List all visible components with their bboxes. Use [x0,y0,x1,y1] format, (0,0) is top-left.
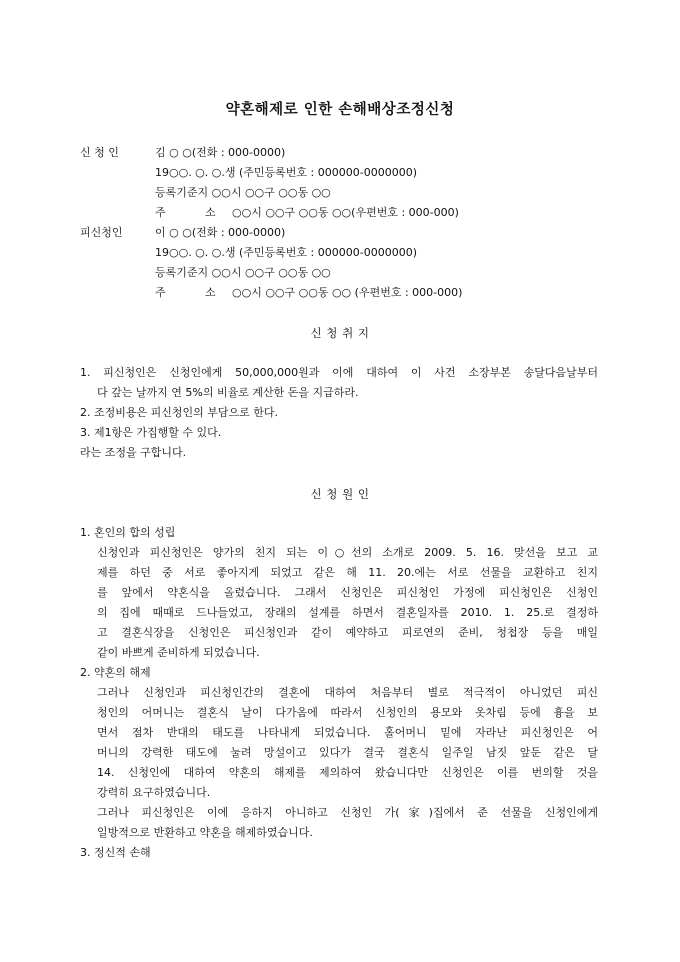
respondent-address: ○○시 ○○구 ○○동 ○○ (우편번호 : 000-000) [232,286,463,299]
cause-section-1-line-5: 고 결혼식장을 신청인은 피신청인과 같이 예약하고 피로연의 준비, 청첩장 등을 매일 [97,626,598,639]
cause-section-2-line-2: 청인의 어머니는 결혼식 날이 다가옴에 따라서 신청인의 용모와 옷차림 등에 흉을 보 [97,706,598,719]
cause-section-1-line-4: 의 집에 때때로 드나들었고, 장래의 설계를 하면서 결혼일자를 2010. 1. 25.로 결정하 [97,606,598,619]
cause-section-1-line-3: 를 앞에서 약혼식을 올렸습니다. 그래서 신청인은 피신청인 가정에 피신청인은 신청인 [97,586,598,599]
cause-section-2-title: 2. 약혼의 해제 [80,666,151,679]
purpose-closing: 라는 조정을 구합니다. [80,446,187,459]
cause-section-1-line-6: 같이 바쁘게 준비하게 되었습니다. [97,646,260,659]
respondent-birth: 19○○. ○. ○.생 (주민등록번호 : 000000-0000000) [155,246,417,259]
applicant-birth: 19○○. ○. ○.생 (주민등록번호 : 000000-0000000) [155,166,417,179]
purpose-item-3: 3. 제1항은 가집행할 수 있다. [80,426,222,439]
purpose-heading: 신 청 취 지 [310,326,370,340]
purpose-item-1-line-2: 다 갚는 날까지 연 5%의 비율로 계산한 돈을 지급하라. [97,386,359,399]
applicant-name: 김 ○ ○(전화 : 000-0000) [155,146,286,159]
cause-heading: 신 청 원 인 [310,487,370,501]
applicant-registry: 등록기준지 ○○시 ○○구 ○○동 ○○ [155,186,331,199]
respondent-address-label-1: 주 [155,286,166,299]
cause-section-3-title: 3. 정신적 손해 [80,846,151,859]
purpose-item-2: 2. 조정비용은 피신청인의 부담으로 한다. [80,406,278,419]
applicant-address-label-2: 소 [205,206,216,219]
cause-section-1-title: 1. 혼인의 합의 성립 [80,526,176,539]
cause-section-2-line-5: 14. 신청인에 대하여 약혼의 해제를 제의하여 왔습니다만 신청인은 이를 번의할 것을 [97,766,598,779]
cause-section-1-line-2: 제를 하던 중 서로 좋아지게 되었고 같은 해 11. 20.에는 서로 선물을 교환하고 친지 [97,566,598,579]
cause-section-2-line-1: 그러나 신청인과 피신청인간의 결혼에 대하여 처음부터 별로 적극적이 아니었던 피신 [97,686,598,699]
respondent-address-label-2: 소 [205,286,216,299]
applicant-label: 신 청 인 [80,146,119,159]
cause-section-2-line-3: 면서 점차 반대의 태도를 나타내게 되었습니다. 홀어머니 밑에 자라난 피신청인은 어 [97,726,598,739]
cause-section-2-line-8: 일방적으로 반환하고 약혼을 해제하였습니다. [97,826,313,839]
respondent-label: 피신청인 [80,226,123,239]
cause-section-2-line-4: 머니의 강력한 태도에 눌려 망설이고 있다가 결국 결혼식 일주일 남짓 앞둔 같은 달 [97,746,598,759]
cause-section-2-line-7: 그러나 피신청인은 이에 응하지 아니하고 신청인 가(家)집에서 준 선물을 신청인에게 [97,806,598,819]
applicant-address: ○○시 ○○구 ○○동 ○○(우편번호 : 000-000) [232,206,459,219]
cause-section-1-line-1: 신청인과 피신청인은 양가의 친지 되는 이○선의 소개로 2009. 5. 16. 맞선을 보고 교 [97,546,598,559]
respondent-name: 이 ○ ○(전화 : 000-0000) [155,226,286,239]
applicant-address-label-1: 주 [155,206,166,219]
document-title: 약혼해제로 인한 손해배상조정신청 [225,102,455,118]
purpose-item-1-line-1: 1. 피신청인은 신청인에게 50,000,000원과 이에 대하여 이 사건 소장부본 송달다음날부터 [80,366,598,379]
cause-section-2-line-6: 강력히 요구하였습니다. [97,786,211,799]
respondent-registry: 등록기준지 ○○시 ○○구 ○○동 ○○ [155,266,331,279]
